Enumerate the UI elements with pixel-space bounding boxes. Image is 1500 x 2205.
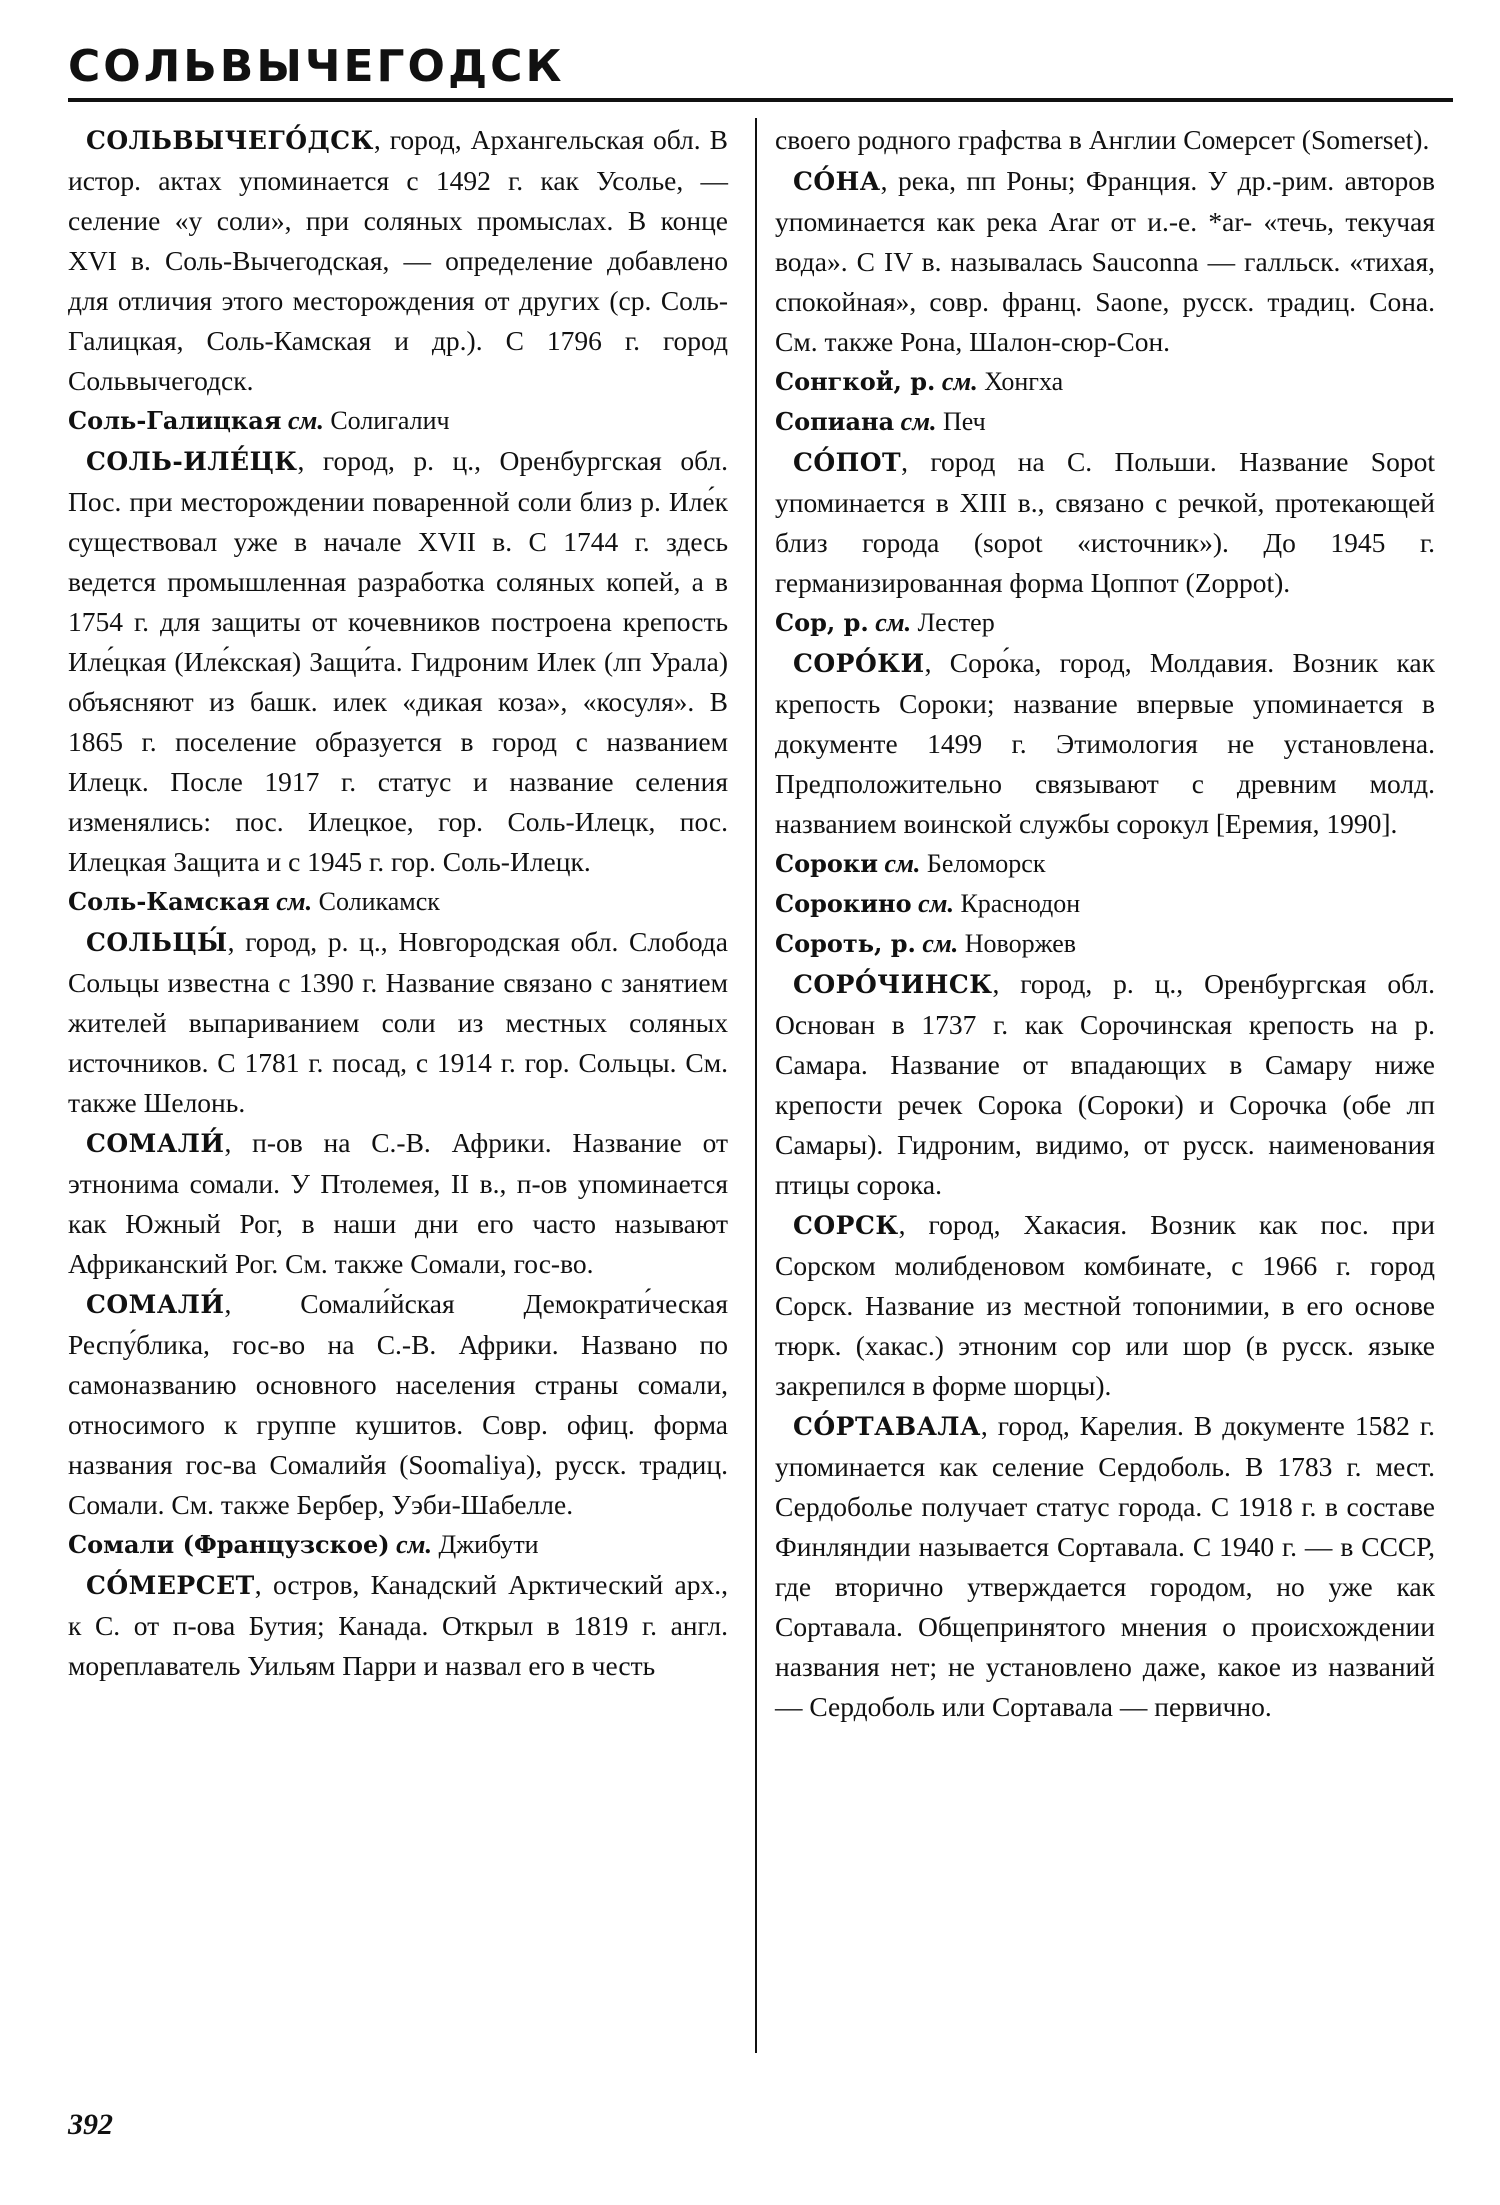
page-number: 392 [68,2108,113,2141]
xref-sorot: Сороть, р. см. Новоржев [775,929,1077,958]
xref-sopiana: Сопиана см. Печ [775,407,986,436]
entry-sortavala: СО́РТАВАЛА, город, Карелия. В документе 1582 г. упоминается как селение Сердоболь. В 1783 г. мест. Сердоболье получает статус города. С 1918 г. в составе Финляндии называется Сортавала. С 1940 г. — в СССР, где вторично утверждается городом, но уже как Сортавала. Общепринятого мнения о происхождении названия нет; не установлено даже, какое из названий — Сердоболь или Сортавала — первично. [775,1410,1435,1722]
entry-sol-iletsk: СОЛЬ-ИЛЕ́ЦК, город, р. ц., Оренбургская обл. Пос. при месторождении поваренной соли близ р. Иле́к существовал уже в начале XVII в. С 1744 г. здесь ведется промышленная разработка соляных копей, а в 1754 г. для защиты от кочевников построена крепость Иле́цкая (Иле́кская) Защи́та. Гидроним Илек (лп Урала) объясняют из башк. илек «дикая коза», «косуля». В 1865 г. поселение образуется в город с названием Илецк. После 1917 г. статус и название селения изменялись: пос. Илецкое, гор. Соль-Илецк, пос. Илецкая Защита и с 1945 г. гор. Соль-Илецк. [68,445,728,877]
xref-somali-french: Сомали (Французское) см. Джибути [68,1530,539,1559]
right-column [775,120,1435,1727]
column-divider [755,118,757,2053]
xref-soroki-belomorsk: Сороки см. Беломорск [775,849,1046,878]
xref-songkoy: Сонгкой, р. см. Хонгха [775,367,1064,396]
entry-sona: СО́НА, река, пп Роны; Франция. У др.-рим. авторов упоминается как река Arar от и.-е. *ar- «течь, текучая вода». С IV в. называлась Sauconna — галльск. «тихая, спокойная», совр. франц. Saone, русск. традиц. Сона. См. также Рона, Шалон-сюр-Сон. [775,165,1435,357]
entry-solvychegodsk: СОЛЬВЫЧЕГО́ДСК, город, Архангельская обл. В истор. актах упоминается с 1492 г. как Усолье, — селение «у соли», при соляных промыслах. В конце XVI в. Соль-Вычегодская, — определение добавлено для отличия этого месторождения от других (ср. Соль-Галицкая, Соль-Камская и др.). С 1796 г. город Сольвычегодск. [68,124,728,396]
entry-somali-peninsula: СОМАЛИ́, п-ов на С.-В. Африки. Название от этнонима сомали. У Птолемея, II в., п-ов упоминается как Южный Рог, в наши дни его часто называют Африканский Рог. См. также Сомали, гос-во. [68,1127,728,1279]
entry-somali-state: СОМАЛИ́, Сомали́йская Демократи́ческая Респу́блика, гос-во на С.-В. Африки. Названо по самоназванию основного населения страны сомали, относимого к группе кушитов. Совр. офиц. форма названия гос-ва Сомалийя (Soomaliya), русск. традиц. Сомали. См. также Бербер, Уэби-Шабелле. [68,1288,728,1520]
entry-sopot: СО́ПОТ, город на С. Польши. Название Sopot упоминается в XIII в., связано с речкой, протекающей близ города (sopot «источник»). До 1945 г. германизированная форма Цоппот (Zoppot). [775,446,1435,598]
xref-sol-kamskaya: Соль-Камская см. Соликамск [68,887,440,916]
entry-somerset-continued: своего родного графства в Англии Сомерсет (Somerset). [775,124,1430,155]
entry-soroki: СОРО́КИ, Соро́ка, город, Молдавия. Возник как крепость Сороки; название впервые упоминается в документе 1499 г. Этимология не установлена. Предположительно связывают с древним молд. названием воинской службы сорокул [Еремия, 1990]. [775,647,1435,839]
entry-soltsy: СОЛЬЦЫ́, город, р. ц., Новгородская обл. Слобода Сольцы известна с 1390 г. Название связано с занятием жителей выпариванием соли из местных соляных источников. С 1781 г. посад, с 1914 г. гор. Сольцы. См. также Шелонь. [68,926,728,1118]
left-column [68,120,728,1686]
xref-sor: Сор, р. см. Лестер [775,608,995,637]
page-header: СОЛЬВЫЧЕГОДСК [68,41,565,92]
header-rule [68,98,1453,102]
xref-sorokino: Сорокино см. Краснодон [775,889,1081,918]
xref-sol-galitskaya: Соль-Галицкая см. Солигалич [68,406,450,435]
entry-sorochinsk: СОРО́ЧИНСК, город, р. ц., Оренбургская обл. Основан в 1737 г. как Сорочинская крепость на р. Самара. Название от впадающих в Самару ниже крепости речек Сорока (Сороки) и Сорочка (обе лп Самары). Гидроним, видимо, от русск. наименования птицы сорока. [775,968,1435,1200]
entry-somerset: СО́МЕРСЕТ, остров, Канадский Арктический арх., к С. от п-ова Бутия; Канада. Открыл в 1819 г. англ. мореплаватель Уильям Парри и назвал его в честь [68,1569,728,1681]
entry-sorsk: СОРСК, город, Хакасия. Возник как пос. при Сорском молибденовом комбинате, с 1966 г. город Сорск. Название из местной топонимии, в его основе тюрк. (хакас.) этноним сор или шор (в русск. языке закрепился в форме шорцы). [775,1209,1435,1401]
